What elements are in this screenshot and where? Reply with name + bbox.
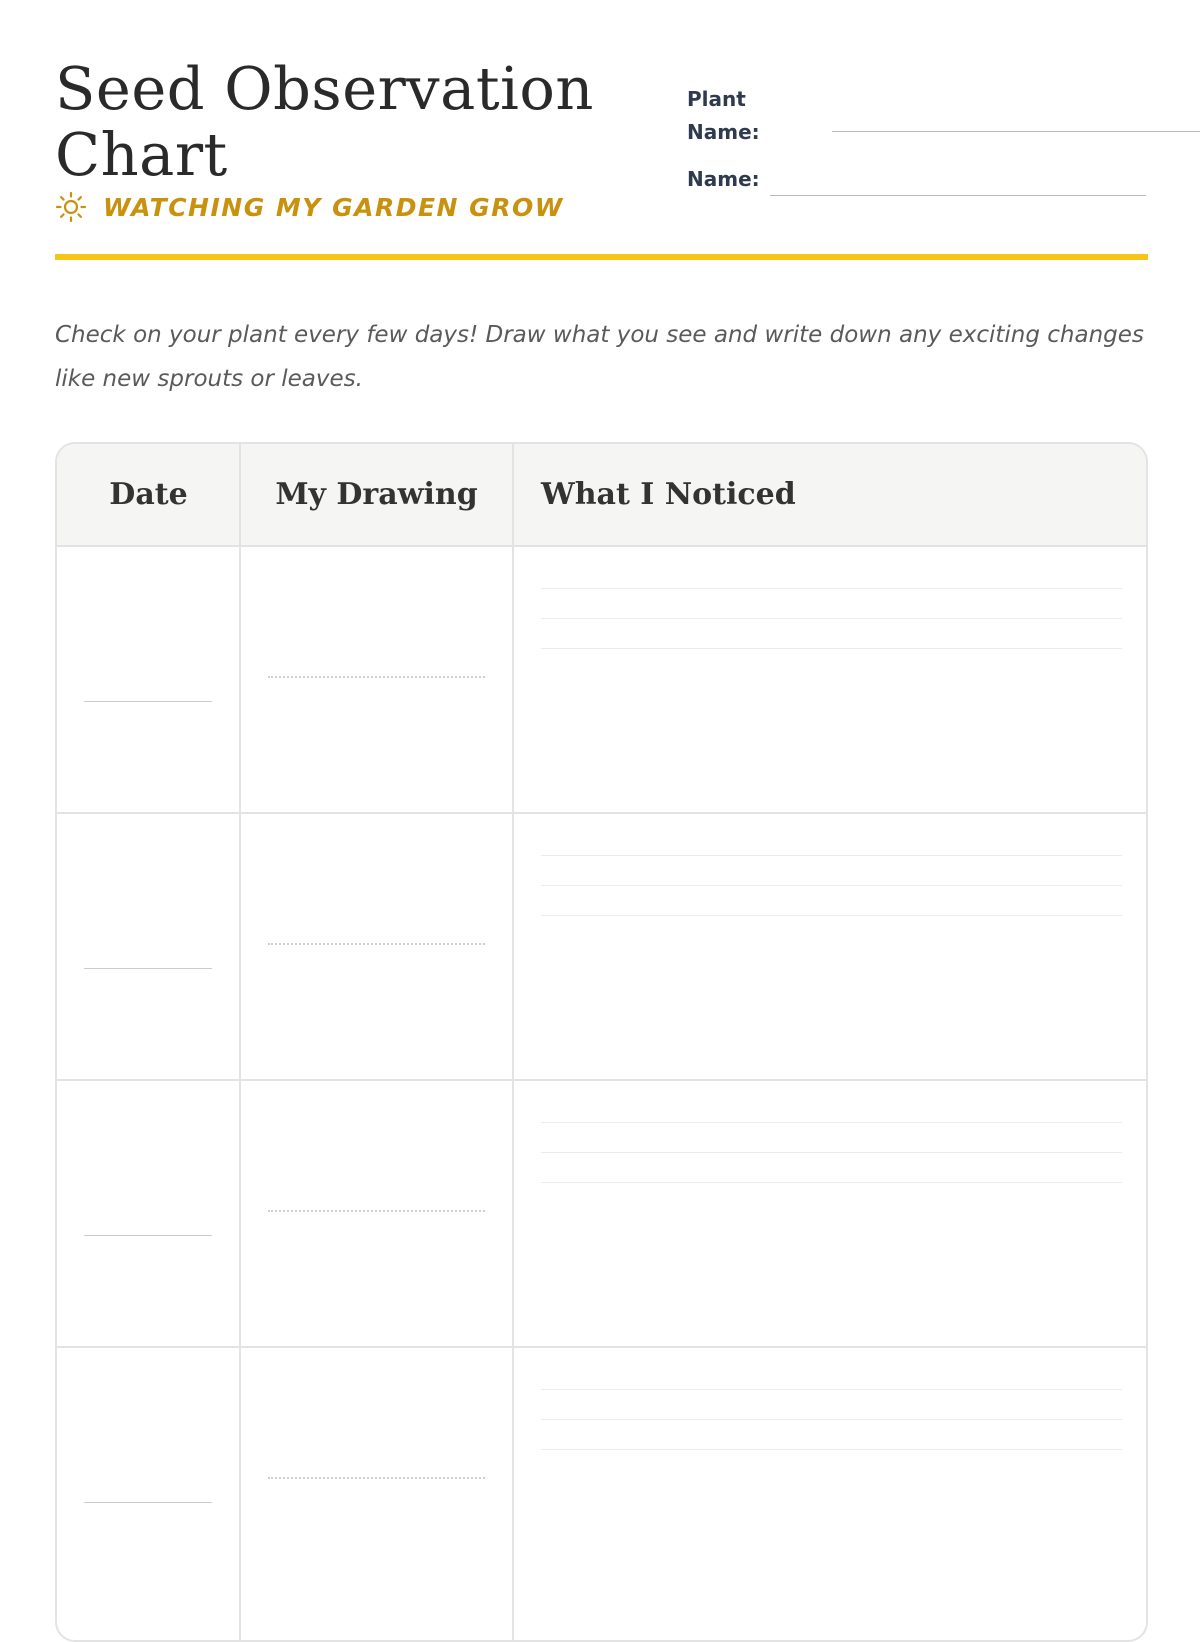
- notes-line[interactable]: [541, 648, 1122, 649]
- drawing-area[interactable]: [268, 1477, 485, 1479]
- subtitle: [55, 190, 564, 224]
- date-field[interactable]: [84, 1235, 212, 1236]
- column-divider: [239, 444, 241, 1640]
- name-label: Name:: [687, 167, 760, 191]
- date-field[interactable]: [84, 701, 212, 702]
- header-divider: [55, 254, 1148, 260]
- table-header: [57, 444, 1146, 547]
- notes-line[interactable]: [541, 1449, 1122, 1450]
- notes-line[interactable]: [541, 1152, 1122, 1153]
- notes-line[interactable]: [541, 1419, 1122, 1420]
- date-field[interactable]: [84, 968, 212, 969]
- notes-line[interactable]: [541, 1182, 1122, 1183]
- notes-line[interactable]: [541, 1122, 1122, 1123]
- drawing-area[interactable]: [268, 1210, 485, 1212]
- subtitle-text: WATCHING MY GARDEN GROW: [103, 192, 564, 222]
- table-row: [57, 1348, 1146, 1615]
- column-header-noticed: What I Noticed: [541, 477, 796, 512]
- notes-line[interactable]: [541, 855, 1122, 856]
- instructions-text: Check on your plant every few days! Draw what you see and write down any exciting changes like new sprouts or leaves.: [55, 322, 1144, 392]
- page-title: Seed Observation Chart: [55, 54, 594, 189]
- notes-line[interactable]: [541, 588, 1122, 589]
- table-row: [57, 547, 1146, 814]
- notes-line[interactable]: [541, 618, 1122, 619]
- table-row: [57, 814, 1146, 1081]
- drawing-area[interactable]: [268, 676, 485, 678]
- date-field[interactable]: [84, 1502, 212, 1503]
- plant-name-label: Plant Name:: [687, 87, 760, 144]
- drawing-area[interactable]: [268, 943, 485, 945]
- column-header-date: Date: [109, 477, 188, 512]
- notes-line[interactable]: [541, 915, 1122, 916]
- notes-line[interactable]: [541, 885, 1122, 886]
- column-header-drawing: My Drawing: [275, 477, 478, 512]
- notes-line[interactable]: [541, 1389, 1122, 1390]
- table-row: [57, 1081, 1146, 1348]
- sun-icon: [55, 191, 87, 223]
- observation-table: [55, 442, 1148, 1642]
- column-divider: [512, 444, 514, 1640]
- plant-name-field[interactable]: [832, 131, 1200, 132]
- worksheet-page: [55, 0, 1148, 1600]
- name-field[interactable]: [770, 195, 1146, 196]
